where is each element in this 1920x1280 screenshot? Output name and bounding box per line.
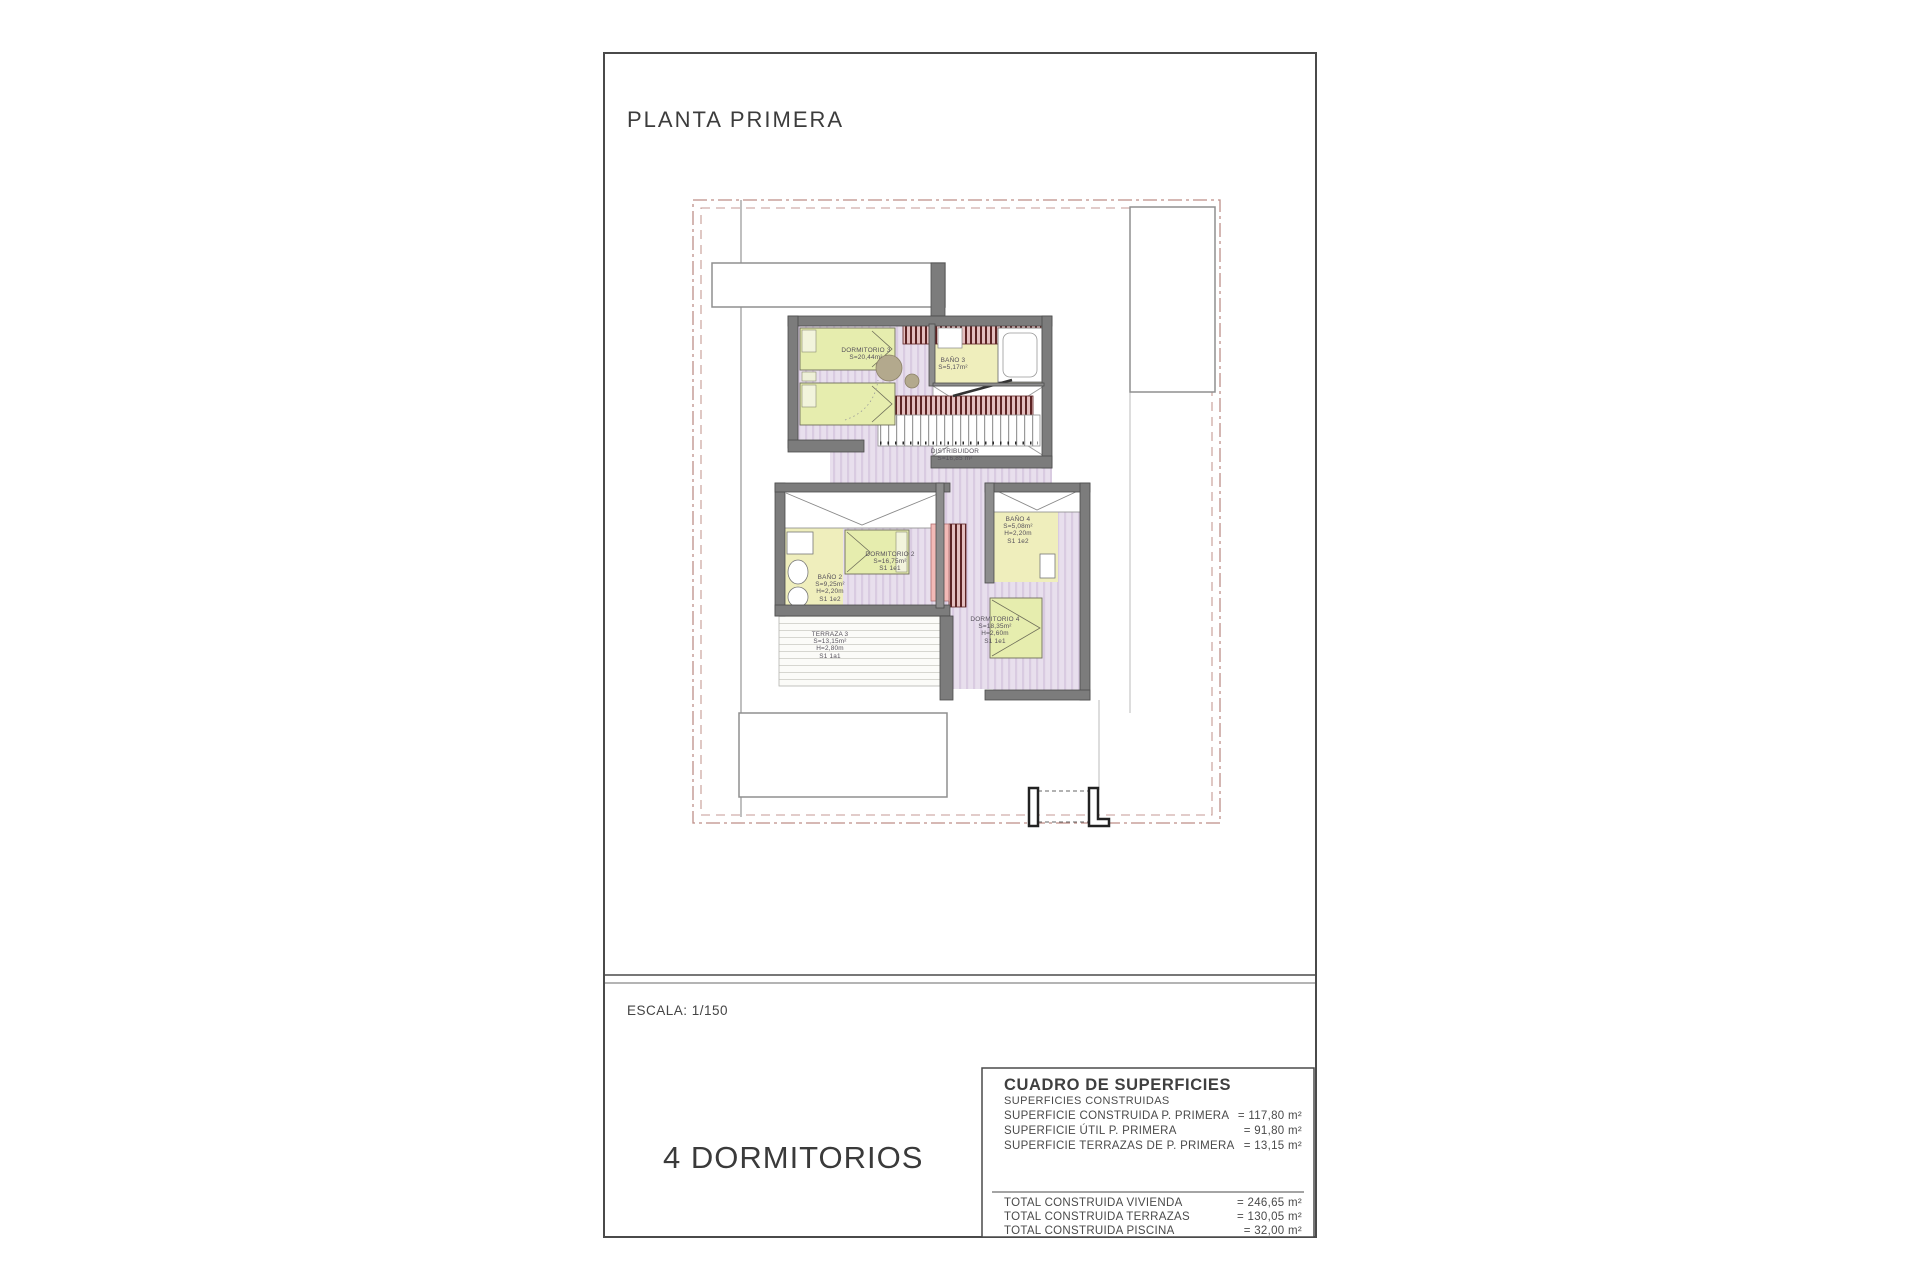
staircase [878,415,1040,446]
room-label-terraza-3: TERRAZA 3 S=13,15m² H=2,80m S1 1a1 [811,631,849,660]
table-total-value: = 246,65 m² [1237,1197,1302,1209]
table-row-value: = 117,80 m² [1237,1110,1302,1122]
table-total-label: TOTAL CONSTRUIDA TERRAZAS [1004,1211,1190,1223]
room-label-distribuidor: DISTRIBUIDOR S=16,85 m² [930,448,980,463]
room-label-dormitorio-4: DORMITORIO 4 S=18,35m² H=2,60m S1 1e1 [970,616,1020,645]
sheet-title: PLANTA PRIMERA [627,107,845,132]
table-row-label: SUPERFICIE CONSTRUIDA P. PRIMERA [1004,1110,1230,1122]
table-row-value: = 13,15 m² [1243,1140,1302,1152]
table-row-value: = 91,80 m² [1243,1125,1302,1137]
table-total-value: = 130,05 m² [1237,1211,1302,1223]
room-label-bano-3: BAÑO 3 S=5,17m² [938,357,968,372]
table-total-label: TOTAL CONSTRUIDA VIVIENDA [1004,1197,1183,1209]
room-label-dormitorio-2: DORMITORIO 2 S=16,75m² S1 1e1 [865,551,915,573]
room-label-bano-2: BAÑO 2 S=9,25m² H=2,20m S1 1e2 [815,574,845,603]
surface-table-subtitle: SUPERFICIES CONSTRUIDAS [1004,1095,1170,1107]
neighbour-rect [1130,207,1215,392]
lower-terrace-rect [739,713,947,797]
bed-dormitorio-3-b [800,383,895,425]
table-total-label: TOTAL CONSTRUIDA PISCINA [1004,1225,1175,1237]
nightstand-dormitorio-3 [802,372,816,381]
table-total-value: = 32,00 m² [1243,1225,1302,1237]
sink-bano-4 [1040,554,1055,578]
table-row-label: SUPERFICIE ÚTIL P. PRIMERA [1004,1125,1177,1137]
room-label-dormitorio-3: DORMITORIO 3 S=20,44m² [841,347,891,362]
closet-dormitorio-2 [783,490,943,528]
room-label-bano-4: BAÑO 4 S=5,08m² H=2,20m S1 1e2 [1003,516,1033,545]
table-row-label: SUPERFICIE TERRAZAS DE P. PRIMERA [1004,1140,1235,1152]
scale-label: ESCALA: 1/150 [627,1003,729,1018]
bedrooms-count-label: 4 DORMITORIOS [663,1140,924,1175]
surface-table-title: CUADRO DE SUPERFICIES [1004,1076,1232,1094]
